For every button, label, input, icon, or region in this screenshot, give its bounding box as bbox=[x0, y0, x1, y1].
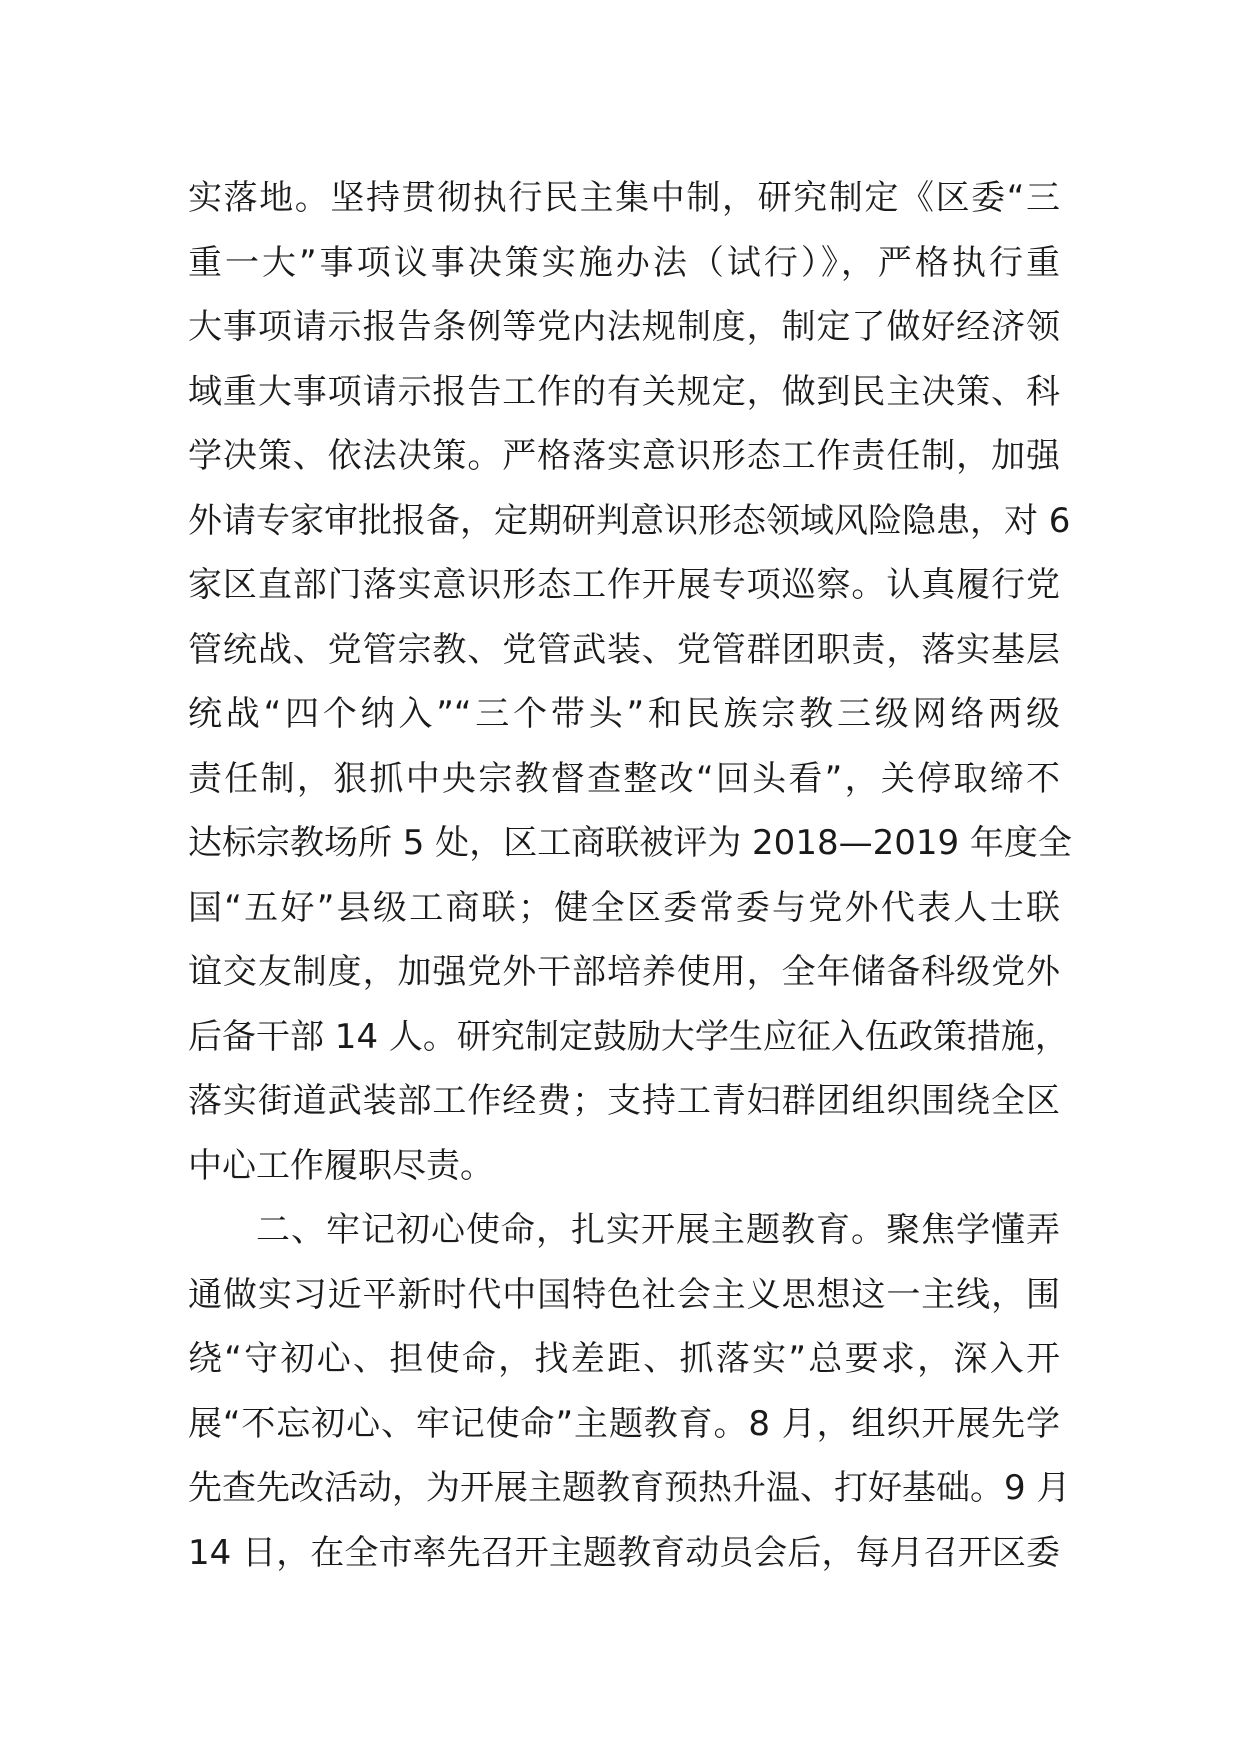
text-line: 先查先改活动，为开展主题教育预热升温、打好基础。9 月 bbox=[188, 1468, 1071, 1508]
text-line: 落实街道武装部工作经费；支持工青妇群团组织围绕全区 bbox=[188, 1081, 1060, 1121]
text-line: 重一大”事项议事决策实施办法（试行）》，严格执行重 bbox=[188, 242, 1060, 283]
text-line: 绕“守初心、担使命，找差距、抓落实”总要求，深入开 bbox=[188, 1339, 1060, 1379]
text-line: 谊交友制度，加强党外干部培养使用，全年储备科级党外 bbox=[188, 952, 1060, 992]
body-text bbox=[188, 166, 1072, 1585]
text-line: 管统战、党管宗教、党管武装、党管群团职责，落实基层 bbox=[188, 629, 1060, 670]
paragraph-first-line: 二、牢记初心使命，扎实开展主题教育。聚焦学懂弄 bbox=[256, 1210, 1060, 1250]
text-line: 14 日，在全市率先召开主题教育动员会后，每月召开区委 bbox=[188, 1532, 1060, 1573]
text-line: 实落地。坚持贯彻执行民主集中制，研究制定《区委“三 bbox=[188, 178, 1060, 218]
text-line: 展“不忘初心、牢记使命”主题教育。8 月，组织开展先学 bbox=[188, 1403, 1060, 1444]
text-line: 中心工作履职尽责。 bbox=[188, 1145, 494, 1186]
text-line: 域重大事项请示报告工作的有关规定，做到民主决策、科 bbox=[188, 371, 1060, 412]
text-line: 统战“四个纳入”“三个带头”和民族宗教三级网络两级 bbox=[188, 694, 1060, 734]
text-line: 家区直部门落实意识形态工作开展专项巡察。认真履行党 bbox=[188, 565, 1060, 605]
text-line: 通做实习近平新时代中国特色社会主义思想这一主线，围 bbox=[188, 1274, 1060, 1315]
text-line: 责任制，狠抓中央宗教督查整改“回头看”，关停取缔不 bbox=[188, 758, 1060, 799]
text-line: 国“五好”县级工商联；健全区委常委与党外代表人士联 bbox=[188, 887, 1060, 928]
text-line: 达标宗教场所 5 处，区工商联被评为 2018—2019 年度全 bbox=[188, 823, 1072, 863]
text-line: 外请专家审批报备，定期研判意识形态领域风险隐患，对 6 bbox=[188, 500, 1071, 541]
text-line: 大事项请示报告条例等党内法规制度，制定了做好经济领 bbox=[188, 307, 1060, 347]
text-line: 学决策、依法决策。严格落实意识形态工作责任制，加强 bbox=[188, 436, 1060, 476]
text-line: 后备干部 14 人。研究制定鼓励大学生应征入伍政策措施， bbox=[188, 1016, 1069, 1057]
